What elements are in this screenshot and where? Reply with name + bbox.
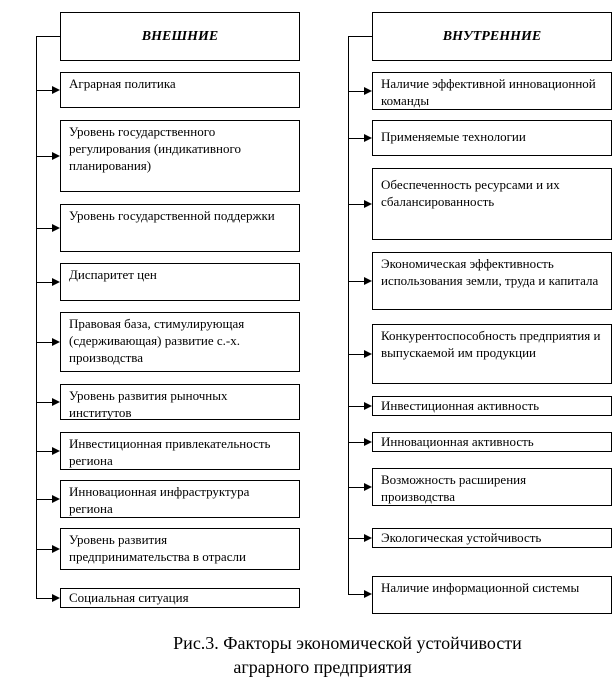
external-arrow-head-3: [52, 224, 60, 232]
external-factors-header: ВНЕШНИЕ: [60, 12, 300, 61]
internal-arrow-line-7: [348, 442, 364, 443]
internal-arrow-head-8: [364, 483, 372, 491]
internal-arrow-head-1: [364, 87, 372, 95]
internal-factor-9: Экологическая устойчивость: [372, 528, 612, 548]
external-arrow-line-5: [36, 342, 52, 343]
external-arrow-line-7: [36, 451, 52, 452]
internal-arrow-line-8: [348, 487, 364, 488]
internal-arrow-line-10: [348, 594, 364, 595]
internal-arrow-line-5: [348, 354, 364, 355]
external-arrow-line-2: [36, 156, 52, 157]
internal-factor-5: Конкурентоспособность предприятия и выпускаемой им продукции: [372, 324, 612, 384]
external-header-connector: [36, 36, 60, 37]
internal-arrow-line-4: [348, 281, 364, 282]
internal-arrow-line-2: [348, 138, 364, 139]
figure-caption-line-2: аграрного предприятия: [233, 657, 412, 677]
external-arrow-head-7: [52, 447, 60, 455]
external-factor-3: Уровень государственной поддержки: [60, 204, 300, 252]
external-arrow-line-10: [36, 598, 52, 599]
external-arrow-line-3: [36, 228, 52, 229]
external-arrow-head-5: [52, 338, 60, 346]
external-factor-7: Инвестиционная привлекательность региона: [60, 432, 300, 470]
external-factor-9: Уровень развития предпринимательства в отрасли: [60, 528, 300, 570]
external-arrow-line-9: [36, 549, 52, 550]
external-factor-4: Диспаритет цен: [60, 263, 300, 301]
external-connector-vertical: [36, 36, 37, 598]
internal-arrow-line-6: [348, 406, 364, 407]
external-arrow-head-6: [52, 398, 60, 406]
internal-factor-4: Экономическая эффективность использования земли, труда и капитала: [372, 252, 612, 310]
external-factor-1: Аграрная политика: [60, 72, 300, 108]
internal-arrow-line-1: [348, 91, 364, 92]
external-arrow-head-4: [52, 278, 60, 286]
external-factor-8: Инновационная инфраструктура региона: [60, 480, 300, 518]
external-arrow-head-2: [52, 152, 60, 160]
internal-factor-1: Наличие эффективной инновационной команды: [372, 72, 612, 110]
external-arrow-head-9: [52, 545, 60, 553]
internal-arrow-line-9: [348, 538, 364, 539]
external-arrow-line-1: [36, 90, 52, 91]
external-factor-5: Правовая база, стимулирующая (сдерживающая) развитие с.-х. производства: [60, 312, 300, 372]
figure-caption-line-1: Рис.3. Факторы экономической устойчивости: [173, 633, 522, 653]
external-arrow-head-10: [52, 594, 60, 602]
internal-factor-7: Инновационная активность: [372, 432, 612, 452]
internal-arrow-head-10: [364, 590, 372, 598]
internal-factor-3: Обеспеченность ресурсами и их сбалансированность: [372, 168, 612, 240]
external-arrow-line-6: [36, 402, 52, 403]
internal-factors-header: ВНУТРЕННИЕ: [372, 12, 612, 61]
external-arrow-line-8: [36, 499, 52, 500]
external-factor-2: Уровень государственного регулирования (индикативного планирования): [60, 120, 300, 192]
external-arrow-line-4: [36, 282, 52, 283]
internal-arrow-head-5: [364, 350, 372, 358]
internal-arrow-head-2: [364, 134, 372, 142]
internal-arrow-head-4: [364, 277, 372, 285]
external-arrow-head-1: [52, 86, 60, 94]
internal-arrow-line-3: [348, 204, 364, 205]
internal-arrow-head-7: [364, 438, 372, 446]
internal-arrow-head-6: [364, 402, 372, 410]
external-arrow-head-8: [52, 495, 60, 503]
internal-arrow-head-3: [364, 200, 372, 208]
internal-factor-6: Инвестиционная активность: [372, 396, 612, 416]
internal-connector-vertical: [348, 36, 349, 594]
external-factor-6: Уровень развития рыночных институтов: [60, 384, 300, 420]
internal-factor-8: Возможность расширения производства: [372, 468, 612, 506]
internal-factor-2: Применяемые технологии: [372, 120, 612, 156]
internal-header-connector: [348, 36, 372, 37]
internal-factor-10: Наличие информационной системы: [372, 576, 612, 614]
internal-arrow-head-9: [364, 534, 372, 542]
external-factor-10: Социальная ситуация: [60, 588, 300, 608]
